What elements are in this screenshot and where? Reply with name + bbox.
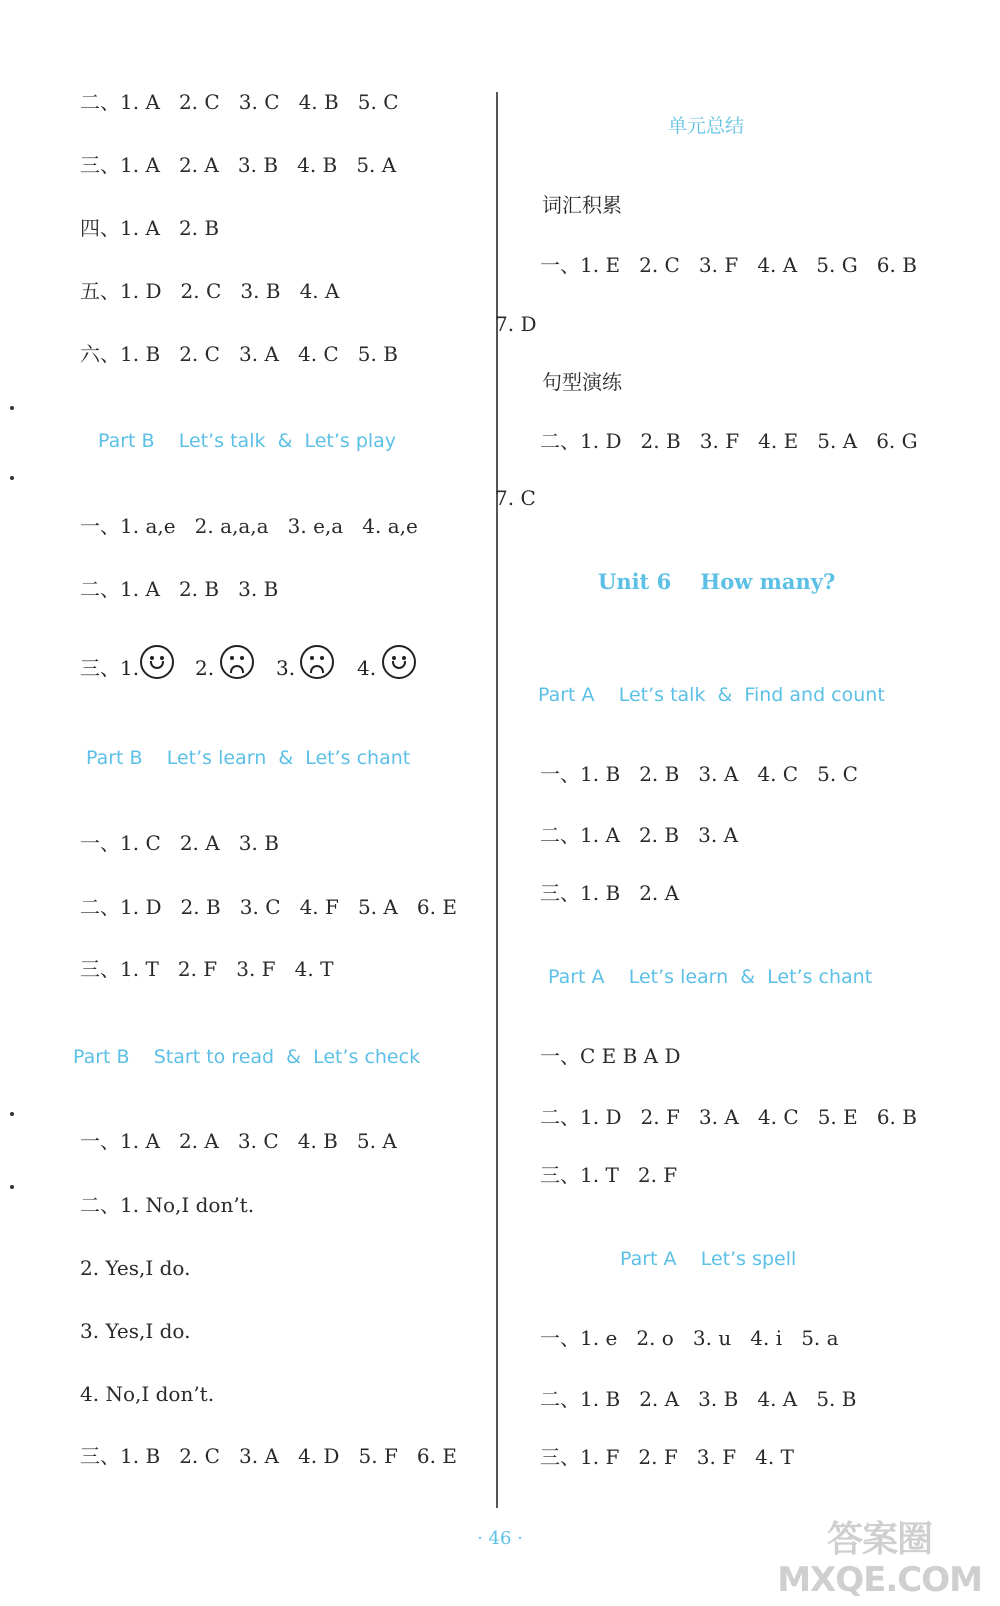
answer-line: 2. Yes,I do. [80,1256,191,1280]
section-heading: Part A Let’s spell [620,1248,797,1270]
answer-line: 六、1. B 2. C 3. A 4. C 5. B [80,342,398,366]
column-divider [496,92,498,1508]
margin-dot [10,476,14,480]
answer-line: 三、1. B 2. A [540,881,680,905]
answer-line: 三、1. B 2. C 3. A 4. D 5. F 6. E [80,1444,457,1468]
answer-line: 一、1. B 2. B 3. A 4. C 5. C [540,762,858,786]
answer-line: 一、C E B A D [540,1044,681,1068]
answer-line: 7. C [495,486,536,510]
answer-line: 三、1. T 2. F 3. F 4. T [80,957,334,981]
answer-line: 三、1. T 2. F [540,1163,678,1187]
sad-face-icon [300,645,334,679]
page-number: · 46 · [477,1528,523,1549]
answer-line: 三、1. F 2. F 3. F 4. T [540,1445,794,1469]
section-heading: Part B Start to read & Let’s check [73,1046,421,1068]
face-line-number: 4. [357,656,377,680]
answer-line: 二、1. D 2. B 3. F 4. E 5. A 6. G [540,429,918,453]
answer-line: 3. Yes,I do. [80,1319,191,1343]
answer-line: 三、1. A 2. A 3. B 4. B 5. A [80,153,397,177]
unit-summary-heading: 单元总结 [668,115,745,137]
smiley-face-icon [140,645,174,679]
margin-dot [10,1112,14,1116]
answer-line: 一、1. C 2. A 3. B [80,831,279,855]
section-heading: Part B Let’s talk & Let’s play [98,430,397,452]
subsection-title: 句型演练 [542,370,622,394]
section-heading: Part A Let’s learn & Let’s chant [548,966,873,988]
smiley-face-icon [382,645,416,679]
answer-line: 7. D [495,312,537,336]
margin-dot [10,406,14,410]
answer-line: 二、1. A 2. C 3. C 4. B 5. C [80,90,399,114]
face-line-number: 3. [276,656,296,680]
face-line-number: 2. [195,656,215,680]
answer-line: 4. No,I don’t. [80,1382,215,1406]
answer-line: 一、1. E 2. C 3. F 4. A 5. G 6. B [540,253,917,277]
answer-line: 一、1. A 2. A 3. C 4. B 5. A [80,1129,397,1153]
answer-line: 二、1. B 2. A 3. B 4. A 5. B [540,1387,857,1411]
watermark-text: 答案圈 [827,1519,933,1560]
answer-line: 二、1. A 2. B 3. A [540,823,739,847]
answer-line: 二、1. D 2. F 3. A 4. C 5. E 6. B [540,1105,917,1129]
face-line-prefix: 三、1. [80,656,140,680]
margin-dot [10,1185,14,1189]
answer-line: 二、1. A 2. B 3. B [80,577,279,601]
answer-line: 一、1. e 2. o 3. u 4. i 5. a [540,1326,839,1350]
subsection-title: 词汇积累 [542,193,622,217]
section-heading: Part B Let’s learn & Let’s chant [86,747,411,769]
answer-line: 一、1. a,e 2. a,a,a 3. e,a 4. a,e [80,514,418,538]
answer-line: 二、1. No,I don’t. [80,1193,255,1217]
answer-line: 四、1. A 2. B [80,216,220,240]
sad-face-icon [220,645,254,679]
section-heading: Part A Let’s talk & Find and count [538,684,885,706]
answer-line: 二、1. D 2. B 3. C 4. F 5. A 6. E [80,895,457,919]
watermark-domain: MXQE.COM [777,1560,982,1600]
answer-line: 五、1. D 2. C 3. B 4. A [80,279,340,303]
watermark-logo [777,1520,982,1600]
unit-title: Unit 6 How many? [598,569,836,594]
